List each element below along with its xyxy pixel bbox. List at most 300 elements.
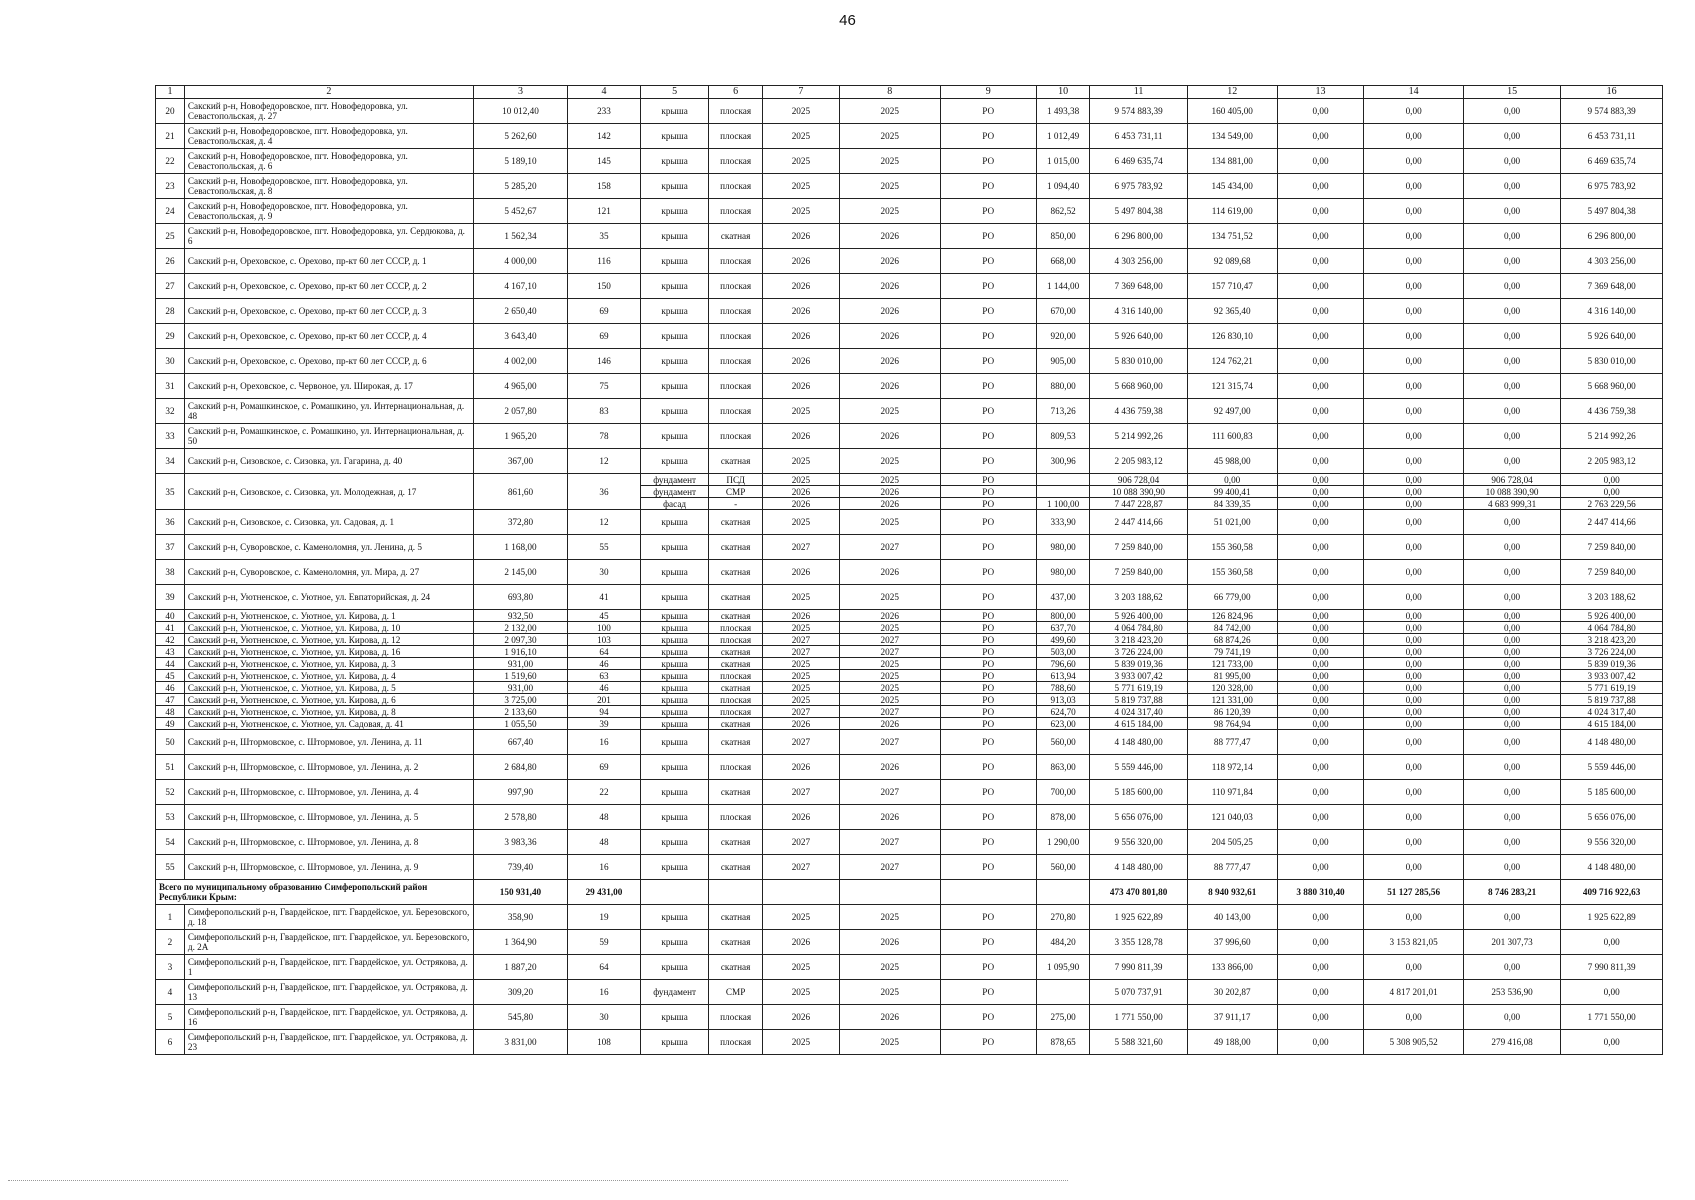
residents-cell: 201 (568, 694, 641, 706)
fund-a-cell: 0,00 (1277, 224, 1364, 249)
total-cost-cell: 1 771 550,00 (1090, 1005, 1187, 1030)
element-cell: крыша (640, 374, 709, 399)
total-cost-cell: 906 728,04 (1090, 474, 1187, 486)
row-number: 45 (156, 670, 185, 682)
fund-c-cell: 0,00 (1463, 694, 1560, 706)
area-cell: 1 916,10 (473, 646, 567, 658)
area-cell: 693,80 (473, 585, 567, 610)
table-row (156, 560, 1663, 585)
roof-type-cell: плоская (709, 174, 763, 199)
element-cell: крыша (640, 274, 709, 299)
row-number: 28 (156, 299, 185, 324)
cost-per-unit-cell: 275,00 (1036, 1005, 1090, 1030)
source-cell: РО (940, 174, 1036, 199)
area-cell: 667,40 (473, 730, 567, 755)
cost-per-unit-cell: 980,00 (1036, 535, 1090, 560)
residents-cell: 94 (568, 706, 641, 718)
roof-type-cell: скатная (709, 658, 763, 670)
address-cell: Сакский р-н, Сизовское, с. Сизовка, ул. Гагарина, д. 40 (184, 449, 473, 474)
fund-a-cell: 0,00 (1277, 374, 1364, 399)
source-cell: РО (940, 224, 1036, 249)
fund-c-cell: 0,00 (1463, 805, 1560, 830)
fund-d-cell: 6 453 731,11 (1561, 124, 1663, 149)
address-cell: Сакский р-н, Новофедоровское, пгт. Новофедоровка, ул. Севастопольская, д. 4 (184, 124, 473, 149)
residents-cell: 35 (568, 224, 641, 249)
row-number: 32 (156, 399, 185, 424)
area-cell: 2 132,00 (473, 622, 567, 634)
fund-b-cell: 0,00 (1364, 780, 1464, 805)
fund-c-cell: 0,00 (1463, 324, 1560, 349)
roof-type-cell: скатная (709, 730, 763, 755)
fund-c-cell: 0,00 (1463, 658, 1560, 670)
control-cost-cell: 84 742,00 (1187, 622, 1277, 634)
roof-type-cell: плоская (709, 374, 763, 399)
cost-per-unit-cell: 1 094,40 (1036, 174, 1090, 199)
cost-per-unit-cell: 613,94 (1036, 670, 1090, 682)
row-number: 29 (156, 324, 185, 349)
fund-a-cell: 0,00 (1277, 694, 1364, 706)
year-start-cell: 2027 (762, 730, 839, 755)
year-end-cell: 2025 (839, 905, 940, 930)
control-cost-cell: 121 315,74 (1187, 374, 1277, 399)
source-cell: РО (940, 374, 1036, 399)
fund-c-cell: 0,00 (1463, 174, 1560, 199)
roof-type-cell: скатная (709, 610, 763, 622)
year-end-cell: 2026 (839, 349, 940, 374)
fund-b-cell: 0,00 (1364, 299, 1464, 324)
fund-c-cell: 0,00 (1463, 905, 1560, 930)
control-cost-cell: 126 824,96 (1187, 610, 1277, 622)
control-cost-cell: 37 911,17 (1187, 1005, 1277, 1030)
element-cell: крыша (640, 694, 709, 706)
cost-per-unit-cell: 623,00 (1036, 718, 1090, 730)
element-cell: крыша (640, 780, 709, 805)
year-end-cell: 2026 (839, 224, 940, 249)
year-end-cell: 2025 (839, 622, 940, 634)
table-row (156, 682, 1663, 694)
control-cost-cell: 124 762,21 (1187, 349, 1277, 374)
fund-d-cell: 3 203 188,62 (1561, 585, 1663, 610)
source-cell: РО (940, 694, 1036, 706)
source-cell: РО (940, 324, 1036, 349)
row-number: 40 (156, 610, 185, 622)
roof-type-cell: скатная (709, 646, 763, 658)
year-start-cell: 2026 (762, 930, 839, 955)
fund-b-cell: 0,00 (1364, 682, 1464, 694)
area-cell: 5 452,67 (473, 199, 567, 224)
fund-c-cell: 0,00 (1463, 124, 1560, 149)
year-start-cell: 2025 (762, 399, 839, 424)
element-cell: крыша (640, 955, 709, 980)
residents-cell: 142 (568, 124, 641, 149)
address-cell: Сакский р-н, Уютненское, с. Уютное, ул. Кирова, д. 16 (184, 646, 473, 658)
source-cell: РО (940, 905, 1036, 930)
fund-d-cell: 5 214 992,26 (1561, 424, 1663, 449)
fund-a-cell: 0,00 (1277, 755, 1364, 780)
fund-b-cell: 0,00 (1364, 585, 1464, 610)
address-cell: Сакский р-н, Уютненское, с. Уютное, ул. Кирова, д. 10 (184, 622, 473, 634)
residents-cell: 46 (568, 682, 641, 694)
fund-c-cell: 0,00 (1463, 855, 1560, 880)
cost-per-unit-cell: 1 012,49 (1036, 124, 1090, 149)
source-cell: РО (940, 955, 1036, 980)
year-end-cell: 2026 (839, 299, 940, 324)
column-number: 16 (1561, 86, 1663, 99)
area-cell: 1 562,34 (473, 224, 567, 249)
year-end-cell: 2026 (839, 498, 940, 510)
cost-per-unit-cell: 796,60 (1036, 658, 1090, 670)
element-cell: крыша (640, 510, 709, 535)
fund-c-cell: 0,00 (1463, 646, 1560, 658)
column-number: 6 (709, 86, 763, 99)
fund-d-cell: 1 925 622,89 (1561, 905, 1663, 930)
fund-c-cell: 0,00 (1463, 622, 1560, 634)
municipality-total-row (156, 880, 1663, 905)
table-row (156, 610, 1663, 622)
area-cell: 2 145,00 (473, 560, 567, 585)
roof-type-cell: скатная (709, 535, 763, 560)
page-number: 46 (839, 12, 856, 29)
year-end-cell: 2025 (839, 585, 940, 610)
year-start-cell: 2027 (762, 535, 839, 560)
residents-cell: 16 (568, 980, 641, 1005)
total-cost-cell: 2 447 414,66 (1090, 510, 1187, 535)
residents-cell: 116 (568, 249, 641, 274)
empty-cell (1036, 880, 1090, 905)
empty-cell (940, 880, 1036, 905)
column-number: 15 (1463, 86, 1560, 99)
fund-d-cell: 5 497 804,38 (1561, 199, 1663, 224)
roof-type-cell: скатная (709, 830, 763, 855)
fund-b-cell: 0,00 (1364, 399, 1464, 424)
fund-a-cell: 0,00 (1277, 830, 1364, 855)
fund-b-cell: 0,00 (1364, 486, 1464, 498)
fund-d-cell: 4 615 184,00 (1561, 718, 1663, 730)
control-cost-cell: 81 995,00 (1187, 670, 1277, 682)
roof-type-cell: скатная (709, 560, 763, 585)
roof-type-cell: плоская (709, 634, 763, 646)
fund-a-cell: 0,00 (1277, 646, 1364, 658)
element-cell: крыша (640, 1005, 709, 1030)
cost-per-unit-cell: 1 144,00 (1036, 274, 1090, 299)
total-cost-cell: 9 574 883,39 (1090, 99, 1187, 124)
control-cost-cell: 121 331,00 (1187, 694, 1277, 706)
cost-per-unit-cell: 1 493,38 (1036, 99, 1090, 124)
fund-a-cell: 0,00 (1277, 585, 1364, 610)
column-number-row (156, 86, 1663, 99)
year-end-cell: 2027 (839, 535, 940, 560)
year-start-cell: 2026 (762, 324, 839, 349)
fund-a-cell: 0,00 (1277, 149, 1364, 174)
fund-a-cell: 0,00 (1277, 560, 1364, 585)
area-cell: 931,00 (473, 658, 567, 670)
total-cost-cell: 5 839 019,36 (1090, 658, 1187, 670)
table-body (156, 86, 1663, 1055)
control-cost-cell: 121 040,03 (1187, 805, 1277, 830)
fund-d-cell: 9 574 883,39 (1561, 99, 1663, 124)
residents-cell: 39 (568, 718, 641, 730)
row-number: 34 (156, 449, 185, 474)
fund-c-cell: 0,00 (1463, 1005, 1560, 1030)
table-row (156, 658, 1663, 670)
table-row (156, 780, 1663, 805)
fund-c-cell: 0,00 (1463, 399, 1560, 424)
fund-a-cell: 0,00 (1277, 855, 1364, 880)
control-cost-cell: 134 881,00 (1187, 149, 1277, 174)
row-number: 24 (156, 199, 185, 224)
fund-a-cell: 0,00 (1277, 299, 1364, 324)
fund-c-cell: 0,00 (1463, 682, 1560, 694)
row-number: 35 (156, 474, 185, 510)
year-start-cell: 2026 (762, 498, 839, 510)
year-end-cell: 2026 (839, 486, 940, 498)
total-cost-cell: 4 436 759,38 (1090, 399, 1187, 424)
fund-d-cell: 4 303 256,00 (1561, 249, 1663, 274)
table-row (156, 930, 1663, 955)
fund-a-cell: 0,00 (1277, 682, 1364, 694)
row-number: 6 (156, 1030, 185, 1055)
source-cell: РО (940, 486, 1036, 498)
element-cell: крыша (640, 199, 709, 224)
residents-cell: 19 (568, 905, 641, 930)
fund-c-cell: 0,00 (1463, 755, 1560, 780)
fund-b-cell: 0,00 (1364, 535, 1464, 560)
address-cell: Сакский р-н, Сизовское, с. Сизовка, ул. Молодежная, д. 17 (184, 474, 473, 510)
scan-footer-line (8, 1180, 1068, 1181)
table-row (156, 274, 1663, 299)
roof-type-cell: скатная (709, 955, 763, 980)
row-number: 30 (156, 349, 185, 374)
cost-per-unit-cell: 880,00 (1036, 374, 1090, 399)
element-cell: крыша (640, 1030, 709, 1055)
year-end-cell: 2026 (839, 249, 940, 274)
fund-b-cell: 0,00 (1364, 474, 1464, 486)
row-number: 37 (156, 535, 185, 560)
source-cell: РО (940, 510, 1036, 535)
fund-a-cell: 0,00 (1277, 718, 1364, 730)
fund-c-cell: 0,00 (1463, 199, 1560, 224)
source-cell: РО (940, 299, 1036, 324)
roof-type-cell: плоская (709, 149, 763, 174)
year-end-cell: 2026 (839, 274, 940, 299)
source-cell: РО (940, 249, 1036, 274)
fund-b-cell: 0,00 (1364, 199, 1464, 224)
table-row (156, 474, 1663, 486)
area-cell: 2 133,60 (473, 706, 567, 718)
cost-per-unit-cell (1036, 474, 1090, 486)
year-start-cell: 2025 (762, 149, 839, 174)
cost-per-unit-cell: 863,00 (1036, 755, 1090, 780)
fund-b-cell: 0,00 (1364, 670, 1464, 682)
total-cost-cell: 5 926 640,00 (1090, 324, 1187, 349)
roof-type-cell: плоская (709, 755, 763, 780)
total-cost-cell: 5 588 321,60 (1090, 1030, 1187, 1055)
area-cell: 358,90 (473, 905, 567, 930)
year-end-cell: 2026 (839, 610, 940, 622)
roof-type-cell: плоская (709, 622, 763, 634)
table-row (156, 299, 1663, 324)
fund-d-cell: 5 771 619,19 (1561, 682, 1663, 694)
element-cell: крыша (640, 610, 709, 622)
roof-type-cell: плоская (709, 805, 763, 830)
table-row (156, 99, 1663, 124)
year-start-cell: 2025 (762, 585, 839, 610)
control-cost-cell: 37 996,60 (1187, 930, 1277, 955)
roof-type-cell: СМР (709, 486, 763, 498)
fund-d-cell: 1 771 550,00 (1561, 1005, 1663, 1030)
total-c12: 8 940 932,61 (1187, 880, 1277, 905)
element-cell: крыша (640, 658, 709, 670)
fund-d-cell: 5 830 010,00 (1561, 349, 1663, 374)
year-end-cell: 2025 (839, 149, 940, 174)
fund-d-cell: 6 296 800,00 (1561, 224, 1663, 249)
year-start-cell: 2025 (762, 694, 839, 706)
roof-type-cell: плоская (709, 299, 763, 324)
residents-cell: 64 (568, 955, 641, 980)
fund-d-cell: 5 839 019,36 (1561, 658, 1663, 670)
roof-type-cell: скатная (709, 682, 763, 694)
year-end-cell: 2027 (839, 706, 940, 718)
control-cost-cell: 204 505,25 (1187, 830, 1277, 855)
residents-cell: 103 (568, 634, 641, 646)
empty-cell (709, 880, 763, 905)
column-number: 4 (568, 86, 641, 99)
year-start-cell: 2026 (762, 274, 839, 299)
control-cost-cell: 134 751,52 (1187, 224, 1277, 249)
table-row (156, 905, 1663, 930)
address-cell: Симферопольский р-н, Гвардейское, пгт. Гвардейское, ул. Березовского, д. 2А (184, 930, 473, 955)
year-start-cell: 2025 (762, 174, 839, 199)
address-cell: Сакский р-н, Уютненское, с. Уютное, ул. Кирова, д. 8 (184, 706, 473, 718)
control-cost-cell: 86 120,39 (1187, 706, 1277, 718)
address-cell: Сакский р-н, Уютненское, с. Уютное, ул. Кирова, д. 5 (184, 682, 473, 694)
fund-c-cell: 0,00 (1463, 349, 1560, 374)
total-cost-cell: 4 316 140,00 (1090, 299, 1187, 324)
roof-type-cell: плоская (709, 99, 763, 124)
address-cell: Симферопольский р-н, Гвардейское, пгт. Гвардейское, ул. Березовского, д. 18 (184, 905, 473, 930)
area-cell: 4 002,00 (473, 349, 567, 374)
residents-cell: 63 (568, 670, 641, 682)
residents-cell: 83 (568, 399, 641, 424)
roof-type-cell: плоская (709, 199, 763, 224)
total-cost-cell: 1 925 622,89 (1090, 905, 1187, 930)
fund-b-cell: 0,00 (1364, 349, 1464, 374)
fund-d-cell: 7 369 648,00 (1561, 274, 1663, 299)
address-cell: Сакский р-н, Уютненское, с. Уютное, ул. Кирова, д. 1 (184, 610, 473, 622)
cost-per-unit-cell: 270,80 (1036, 905, 1090, 930)
residents-cell: 78 (568, 424, 641, 449)
element-cell: фундамент (640, 486, 709, 498)
control-cost-cell: 51 021,00 (1187, 510, 1277, 535)
area-cell: 2 578,80 (473, 805, 567, 830)
address-cell: Сакский р-н, Суворовское, с. Каменоломня, ул. Мира, д. 27 (184, 560, 473, 585)
row-number: 39 (156, 585, 185, 610)
area-cell: 3 725,00 (473, 694, 567, 706)
fund-c-cell: 0,00 (1463, 955, 1560, 980)
element-cell: крыша (640, 855, 709, 880)
roof-type-cell: плоская (709, 670, 763, 682)
column-number: 2 (184, 86, 473, 99)
fund-a-cell: 0,00 (1277, 980, 1364, 1005)
table-row (156, 670, 1663, 682)
fund-d-cell: 0,00 (1561, 980, 1663, 1005)
year-end-cell: 2025 (839, 670, 940, 682)
roof-type-cell: скатная (709, 855, 763, 880)
residents-cell: 69 (568, 755, 641, 780)
residents-cell: 12 (568, 510, 641, 535)
area-cell: 4 167,10 (473, 274, 567, 299)
roof-type-cell: плоская (709, 1005, 763, 1030)
total-cost-cell: 5 830 010,00 (1090, 349, 1187, 374)
year-end-cell: 2026 (839, 374, 940, 399)
table-row (156, 830, 1663, 855)
fund-a-cell: 0,00 (1277, 1030, 1364, 1055)
address-cell: Сакский р-н, Ореховское, с. Орехово, пр-кт 60 лет СССР, д. 3 (184, 299, 473, 324)
cost-per-unit-cell: 484,20 (1036, 930, 1090, 955)
control-cost-cell: 30 202,87 (1187, 980, 1277, 1005)
fund-d-cell: 0,00 (1561, 930, 1663, 955)
element-cell: крыша (640, 706, 709, 718)
total-residents: 29 431,00 (568, 880, 641, 905)
table-row (156, 449, 1663, 474)
address-cell: Сакский р-н, Штормовское, с. Штормовое, ул. Ленина, д. 8 (184, 830, 473, 855)
table-row (156, 730, 1663, 755)
year-start-cell: 2025 (762, 980, 839, 1005)
year-start-cell: 2026 (762, 805, 839, 830)
fund-a-cell: 0,00 (1277, 399, 1364, 424)
year-start-cell: 2025 (762, 658, 839, 670)
cost-per-unit-cell: 1 015,00 (1036, 149, 1090, 174)
year-end-cell: 2026 (839, 930, 940, 955)
control-cost-cell: 111 600,83 (1187, 424, 1277, 449)
fund-d-cell: 5 656 076,00 (1561, 805, 1663, 830)
fund-a-cell: 0,00 (1277, 780, 1364, 805)
source-cell: РО (940, 560, 1036, 585)
residents-cell: 30 (568, 1005, 641, 1030)
source-cell: РО (940, 830, 1036, 855)
total-label: Всего по муниципальному образованию Симферопольский район Республики Крым: (156, 880, 474, 905)
address-cell: Симферопольский р-н, Гвардейское, пгт. Гвардейское, ул. Острякова, д. 13 (184, 980, 473, 1005)
total-c14: 51 127 285,56 (1364, 880, 1464, 905)
table-row (156, 224, 1663, 249)
year-start-cell: 2025 (762, 510, 839, 535)
fund-b-cell: 5 308 905,52 (1364, 1030, 1464, 1055)
source-cell: РО (940, 658, 1036, 670)
address-cell: Сакский р-н, Сизовское, с. Сизовка, ул. Садовая, д. 1 (184, 510, 473, 535)
total-c16: 409 716 922,63 (1561, 880, 1663, 905)
residents-cell: 55 (568, 535, 641, 560)
address-cell: Симферопольский р-н, Гвардейское, пгт. Гвардейское, ул. Острякова, д. 23 (184, 1030, 473, 1055)
fund-d-cell: 5 668 960,00 (1561, 374, 1663, 399)
fund-b-cell: 0,00 (1364, 249, 1464, 274)
total-c15: 8 746 283,21 (1463, 880, 1560, 905)
residents-cell: 48 (568, 830, 641, 855)
fund-c-cell: 0,00 (1463, 535, 1560, 560)
source-cell: РО (940, 399, 1036, 424)
fund-b-cell: 0,00 (1364, 374, 1464, 399)
source-cell: РО (940, 1030, 1036, 1055)
cost-per-unit-cell: 503,00 (1036, 646, 1090, 658)
year-end-cell: 2025 (839, 682, 940, 694)
area-cell: 3 983,36 (473, 830, 567, 855)
element-cell: крыша (640, 449, 709, 474)
source-cell: РО (940, 1005, 1036, 1030)
fund-d-cell: 0,00 (1561, 1030, 1663, 1055)
fund-b-cell: 0,00 (1364, 905, 1464, 930)
fund-c-cell: 0,00 (1463, 585, 1560, 610)
cost-per-unit-cell: 980,00 (1036, 560, 1090, 585)
control-cost-cell: 98 764,94 (1187, 718, 1277, 730)
